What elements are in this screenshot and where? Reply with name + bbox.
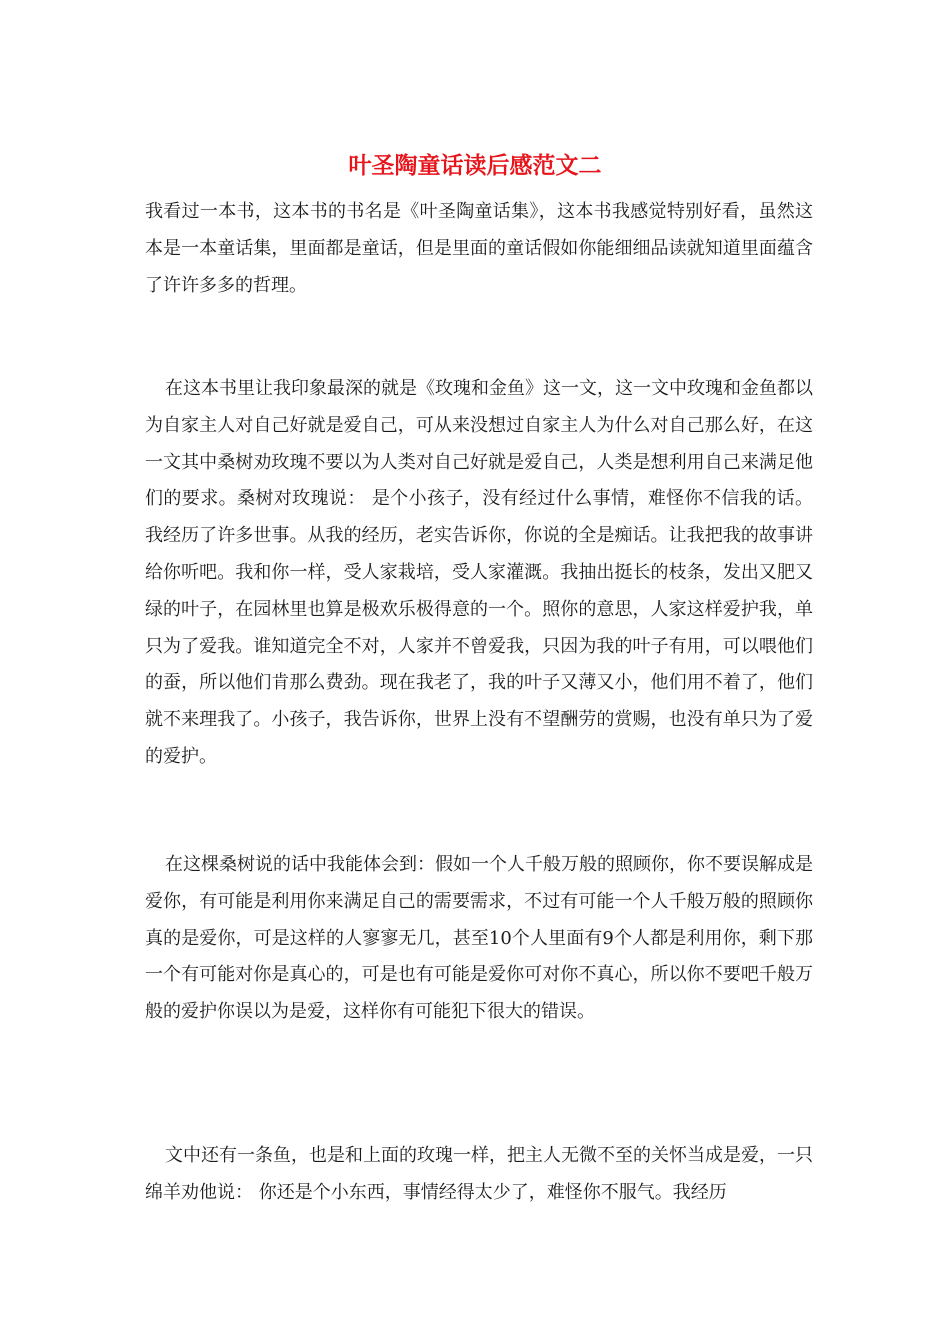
document-title: 叶圣陶童话读后感范文二: [348, 152, 602, 179]
paragraph-rose-goldfish: 在这本书里让我印象最深的就是《玫瑰和金鱼》这一文，这一文中玫瑰和金鱼都以为自家主人对自己好就是爱自己，可从来没想过自家主人为什么对自己那么好，在这一文其中桑树劝玫瑰不要以为人类对自己好就是爱自己，人类是想利用自己来满足他们的要求。桑树对玫瑰说： 是个小孩子，没有经过什么事情，难怪你不信我的话。我经历了许多世事。从我的经历，老实告诉你，你说的全是痴话。让我把我的故事讲给你听吧。我和你一样，受人家栽培，受人家灌溉。我抽出挺长的枝条，发出又肥又绿的叶子，在园林里也算是极欢乐极得意的一个。照你的意思，人家这样爱护我，单只为了爱我。谁知道完全不对，人家并不曾爱我，只因为我的叶子有用，可以喂他们的蚕，所以他们肯那么费劲。现在我老了，我的叶子又薄又小，他们用不着了，他们就不来理我了。小孩子，我告诉你，世界上没有不望酬劳的赏赐，也没有单只为了爱的爱护。: [145, 378, 813, 767]
paragraph-intro: 我看过一本书，这本书的书名是《叶圣陶童话集》，这本书我感觉特别好看，虽然这本是一本童话集，里面都是童话，但是里面的童话假如你能细细品读就知道里面蕴含了许许多多的哲理。: [145, 201, 813, 296]
paragraph-reflection: 在这棵桑树说的话中我能体会到：假如一个人千般万般的照顾你，你不要误解成是爱你，有可能是利用你来满足自己的需要需求，不过有可能一个人千般万般的照顾你真的是爱你，可是这样的人寥寥无几，甚至10个人里面有9个人都是利用你，剩下那一个有可能对你是真心的，可是也有可能是爱你可对你不真心，所以你不要吧千般万般的爱护你误以为是爱，这样你有可能犯下很大的错误。: [145, 854, 813, 1023]
paragraph-fish-sheep: 文中还有一条鱼，也是和上面的玫瑰一样，把主人无微不至的关怀当成是爱，一只绵羊劝他说： 你还是个小东西，事情经得太少了，难怪你不服气。我经历: [145, 1145, 813, 1203]
